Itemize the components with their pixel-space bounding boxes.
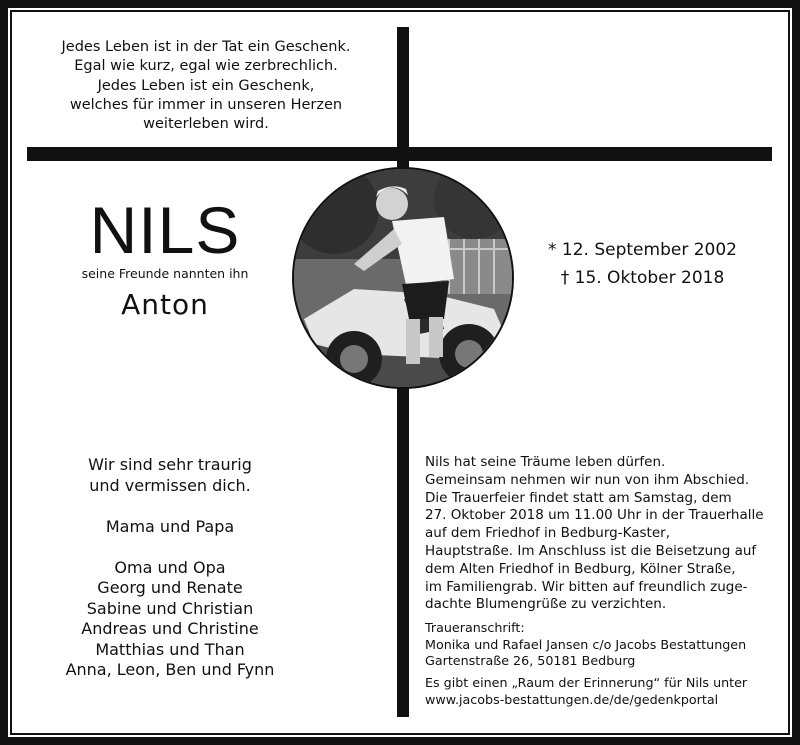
- nickname: Anton: [121, 288, 209, 321]
- mourning-address: [425, 620, 775, 669]
- family-signatures: [40, 455, 300, 681]
- family-spacer: [40, 537, 300, 558]
- details-line: dem Alten Friedhof in Bedburg, Kölner Straße,: [425, 560, 736, 577]
- details-line: 27. Oktober 2018 um 11.00 Uhr in der Trauerhalle: [425, 507, 764, 524]
- deceased-name: NILS: [89, 193, 241, 267]
- family-line: Georg und Renate: [97, 578, 243, 597]
- cross-horizontal-bar: [27, 147, 772, 161]
- family-line: Andreas und Christine: [81, 619, 259, 638]
- poem-line: weiterleben wird.: [143, 116, 269, 133]
- portrait-photo: [292, 167, 514, 389]
- portrait-photo-icon: [294, 169, 514, 389]
- memorial-info: [425, 675, 775, 708]
- memorial-link[interactable]: www.jacobs-bestattungen.de/de/gedenkportal: [425, 691, 719, 707]
- family-line: Wir sind sehr traurig: [88, 455, 252, 474]
- family-line: Sabine und Christian: [86, 598, 254, 618]
- details-line: Hauptstraße. Im Anschluss ist die Beisetzung auf: [425, 542, 757, 559]
- funeral-details: [425, 454, 775, 708]
- address-label: Traueranschrift:: [425, 620, 525, 636]
- life-dates: [530, 236, 755, 292]
- details-line: im Familiengrab. Wir bitten auf freundlich zuge-: [425, 578, 748, 595]
- poem-line: Egal wie kurz, egal wie zerbrechlich.: [74, 58, 338, 75]
- memorial-line: Es gibt einen „Raum der Erinnerung“ für Nils unter: [425, 675, 748, 691]
- poem: [30, 38, 382, 134]
- family-line: und vermissen dich.: [89, 475, 251, 495]
- details-line: auf dem Friedhof in Bedburg-Kaster,: [425, 525, 670, 542]
- death-date: † 15. Oktober 2018: [560, 268, 725, 288]
- poem-line: Jedes Leben ist ein Geschenk,: [97, 77, 315, 94]
- address-line: Monika und Rafael Jansen c/o Jacobs Bestattungen: [425, 636, 747, 652]
- poem-line: Jedes Leben ist in der Tat ein Geschenk.: [61, 39, 351, 55]
- family-line: Anna, Leon, Ben und Fynn: [65, 660, 275, 679]
- details-line: Nils hat seine Träume leben dürfen.: [425, 454, 666, 470]
- family-spacer: [40, 496, 300, 517]
- details-line: dachte Blumengrüße zu verzichten.: [425, 596, 667, 613]
- nickname-intro: seine Freunde nannten ihn: [81, 266, 249, 281]
- family-line: Matthias und Than: [95, 639, 245, 659]
- details-line: Die Trauerfeier findet statt am Samstag, dem: [425, 489, 732, 506]
- family-line: Mama und Papa: [105, 516, 235, 536]
- family-line: Oma und Opa: [114, 557, 226, 577]
- details-line: Gemeinsam nehmen wir nun von ihm Abschied.: [425, 471, 750, 488]
- address-line: Gartenstraße 26, 50181 Bedburg: [425, 652, 636, 668]
- birth-date: * 12. September 2002: [548, 240, 737, 260]
- poem-line: welches für immer in unseren Herzen: [69, 96, 343, 113]
